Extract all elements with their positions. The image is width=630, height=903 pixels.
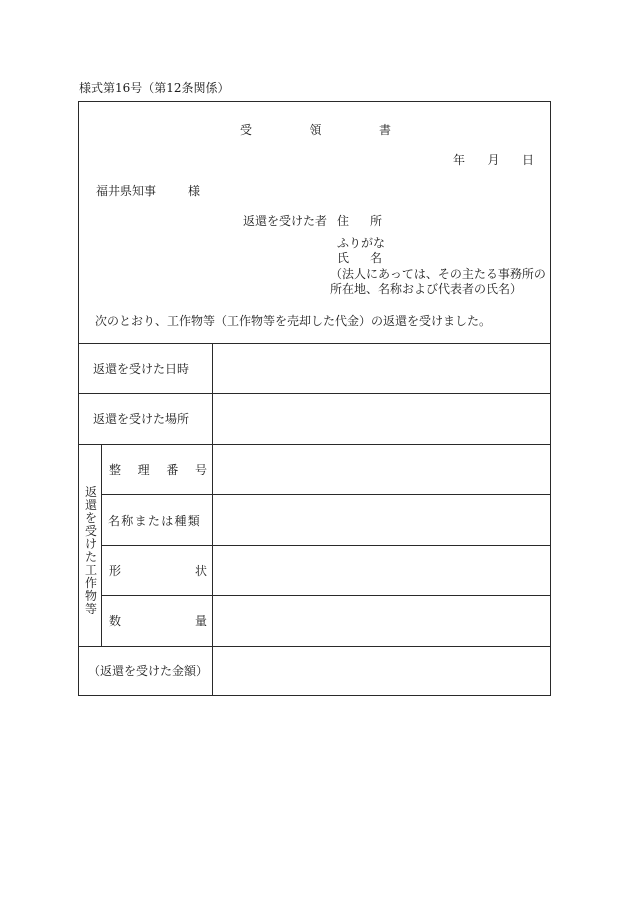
place-label: 返還を受けた場所 <box>93 412 190 426</box>
form-number-label: 様式第16号（第12条関係） <box>79 81 230 95</box>
group-label-char: た <box>85 550 98 564</box>
name-label: 氏 名 <box>337 251 382 265</box>
amount-label: （返還を受けた金額） <box>88 664 209 678</box>
month-label: 月 <box>487 153 500 167</box>
group-divider <box>101 444 102 646</box>
group-label-char: け <box>85 537 98 551</box>
amount-entry[interactable] <box>213 647 550 695</box>
shape-entry[interactable] <box>213 546 550 595</box>
reference-number-entry[interactable] <box>213 445 550 494</box>
corporate-note: （法人にあっては、その主たる事務所の所在地、名称および代表者の氏名） <box>330 267 546 296</box>
group-label-char: 作 <box>85 576 98 590</box>
group-label-char: 物 <box>85 589 98 603</box>
day-label: 日 <box>521 153 534 167</box>
recipient-label: 返還を受けた者 <box>243 214 328 228</box>
date-line <box>453 154 534 166</box>
place-entry[interactable] <box>213 394 550 443</box>
document-title: 受 領 書 <box>240 123 391 137</box>
datetime-label: 返還を受けた日時 <box>93 362 190 376</box>
name-or-type-label: 名称または種類 <box>108 514 202 528</box>
group-label-char: 返 <box>85 485 98 499</box>
addressee: 福井県知事 様 <box>96 184 201 198</box>
address-label: 住 所 <box>337 214 382 228</box>
quantity-label: 数 量 <box>109 614 207 628</box>
group-label-char: 工 <box>85 563 98 577</box>
group-label-char: を <box>85 511 98 525</box>
shape-label: 形 状 <box>109 564 207 578</box>
name-or-type-entry[interactable] <box>213 495 550 544</box>
furigana-label: ふりがな <box>337 236 386 250</box>
quantity-entry[interactable] <box>213 596 550 645</box>
group-label-char: 等 <box>85 602 98 616</box>
group-label-char: 受 <box>85 524 98 538</box>
returned-items-group-label <box>85 486 97 616</box>
reference-number-label: 整 理 番 号 <box>109 463 207 477</box>
datetime-entry[interactable] <box>213 344 550 393</box>
group-label-char: 還 <box>85 498 98 512</box>
year-label: 年 <box>453 153 466 167</box>
statement: 次のとおり、工作物等（工作物等を売却した代金）の返還を受けました。 <box>95 314 492 328</box>
